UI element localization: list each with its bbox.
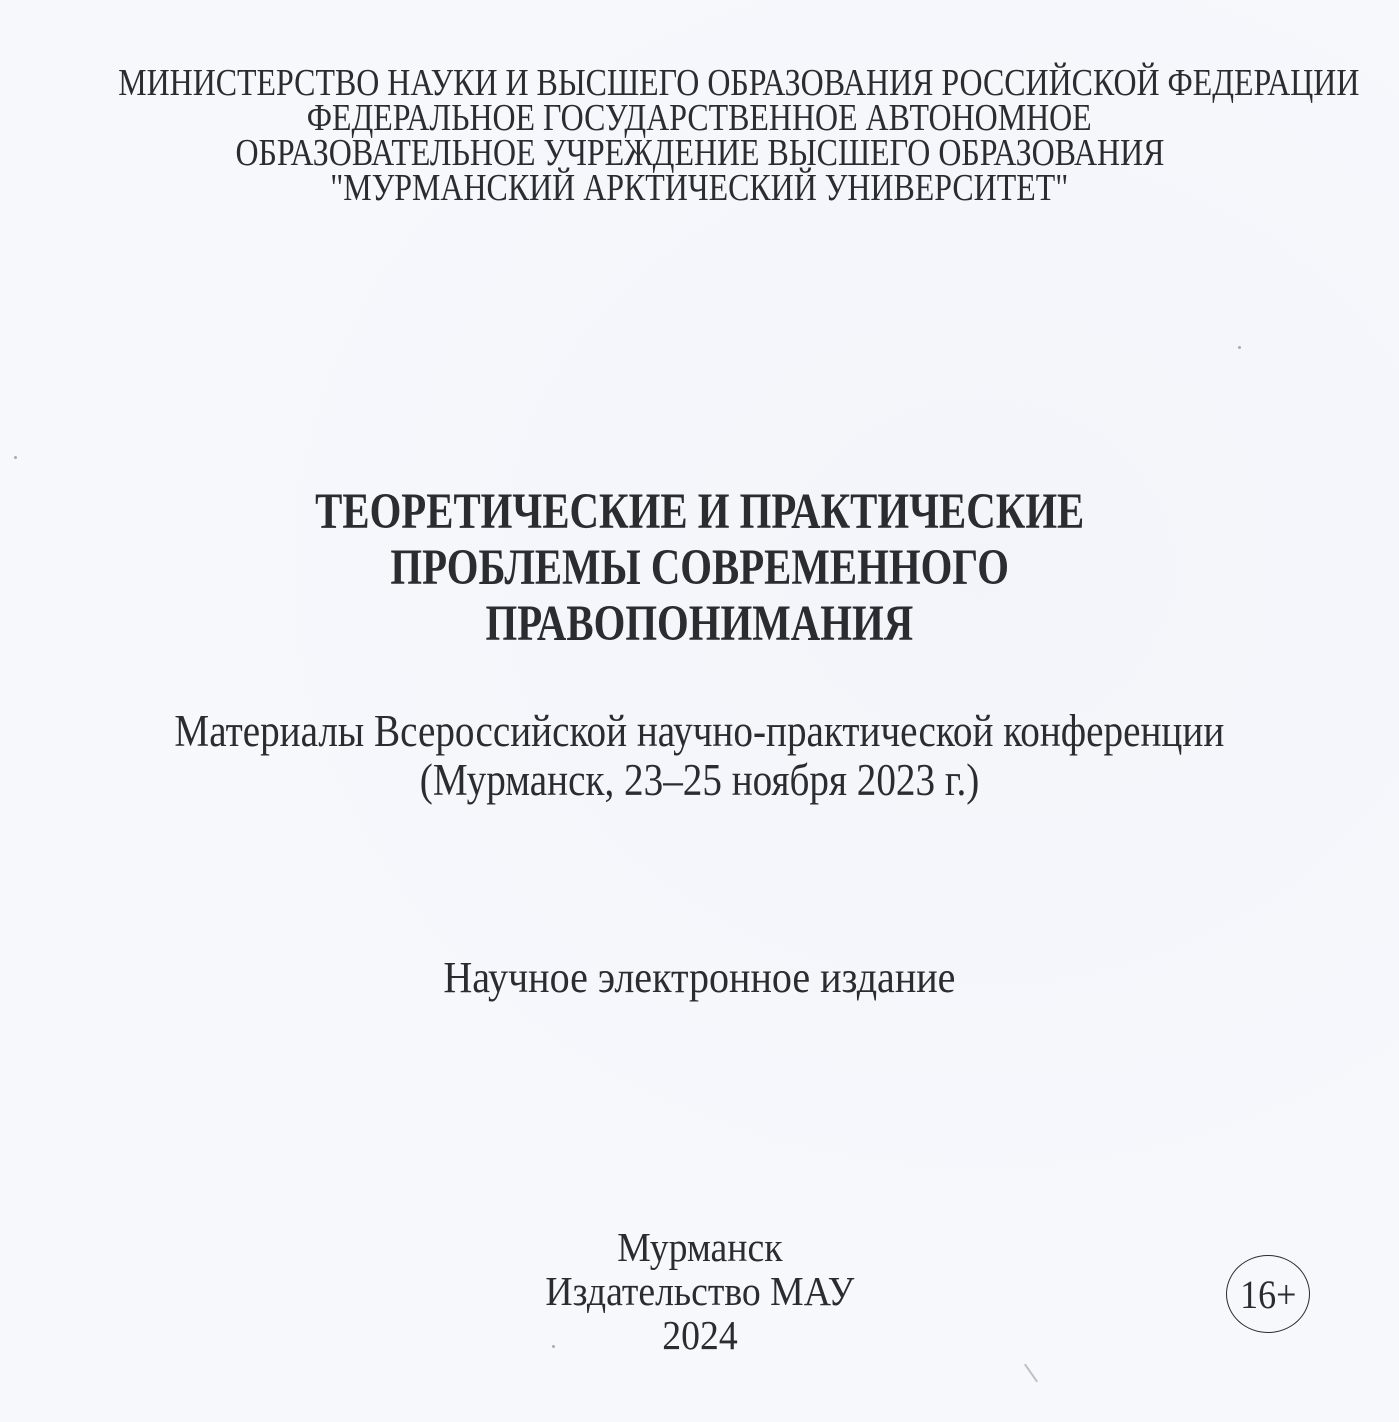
- scan-speck: [552, 1345, 555, 1348]
- scan-speck: [14, 456, 17, 459]
- institution-header: [0, 62, 1399, 209]
- scan-speck: [1238, 346, 1241, 349]
- subtitle-line: [0, 707, 1399, 756]
- header-line-text: "МУРМАНСКИЙ АРКТИЧЕСКИЙ УНИВЕРСИТЕТ": [330, 167, 1069, 209]
- document-title: [0, 484, 1399, 652]
- header-line-text: МИНИСТЕРСТВО НАУКИ И ВЫСШЕГО ОБРАЗОВАНИЯ РОССИЙСКОЙ ФЕДЕРАЦИИ: [118, 62, 1360, 104]
- imprint-publisher: [0, 1268, 1399, 1317]
- title-line: [0, 540, 1399, 596]
- header-line-ministry: [0, 62, 1399, 104]
- title-line: [0, 596, 1399, 652]
- scan-artifact: [1024, 1363, 1038, 1382]
- edition-type: [0, 954, 1399, 1002]
- subtitle-line-text: Материалы Всероссийской научно-практической конференции: [174, 706, 1225, 756]
- imprint-publisher-text: Издательство МАУ: [545, 1268, 854, 1314]
- subtitle-line: [0, 756, 1399, 805]
- age-rating-badge: [1226, 1255, 1310, 1333]
- subtitle-line-text: (Мурманск, 23–25 ноября 2023 г.): [419, 755, 980, 805]
- title-line: [0, 484, 1399, 540]
- imprint-year-text: 2024: [661, 1312, 738, 1358]
- conference-subtitle: [0, 707, 1399, 805]
- age-rating-text: 16+: [1239, 1272, 1297, 1317]
- header-line-text: ОБРАЗОВАТЕЛЬНОЕ УЧРЕЖДЕНИЕ ВЫСШЕГО ОБРАЗОВАНИЯ: [235, 132, 1164, 174]
- header-line-university: [0, 167, 1399, 209]
- header-line-federal: [0, 97, 1399, 139]
- edition-label: Научное электронное издание: [443, 953, 956, 1002]
- header-line-text: ФЕДЕРАЛЬНОЕ ГОСУДАРСТВЕННОЕ АВТОНОМНОЕ: [307, 97, 1092, 139]
- title-line-text: ТЕОРЕТИЧЕСКИЕ И ПРАКТИЧЕСКИЕ: [314, 484, 1085, 540]
- imprint: [0, 1225, 1399, 1357]
- imprint-city-text: Мурманск: [616, 1224, 783, 1270]
- imprint-city: [0, 1225, 1399, 1269]
- title-line-text: ПРОБЛЕМЫ СОВРЕМЕННОГО: [390, 540, 1009, 596]
- edition-line: [0, 954, 1399, 1002]
- header-line-institution-type: [0, 132, 1399, 174]
- imprint-year: [0, 1313, 1399, 1357]
- title-line-text: ПРАВОПОНИМАНИЯ: [485, 596, 914, 652]
